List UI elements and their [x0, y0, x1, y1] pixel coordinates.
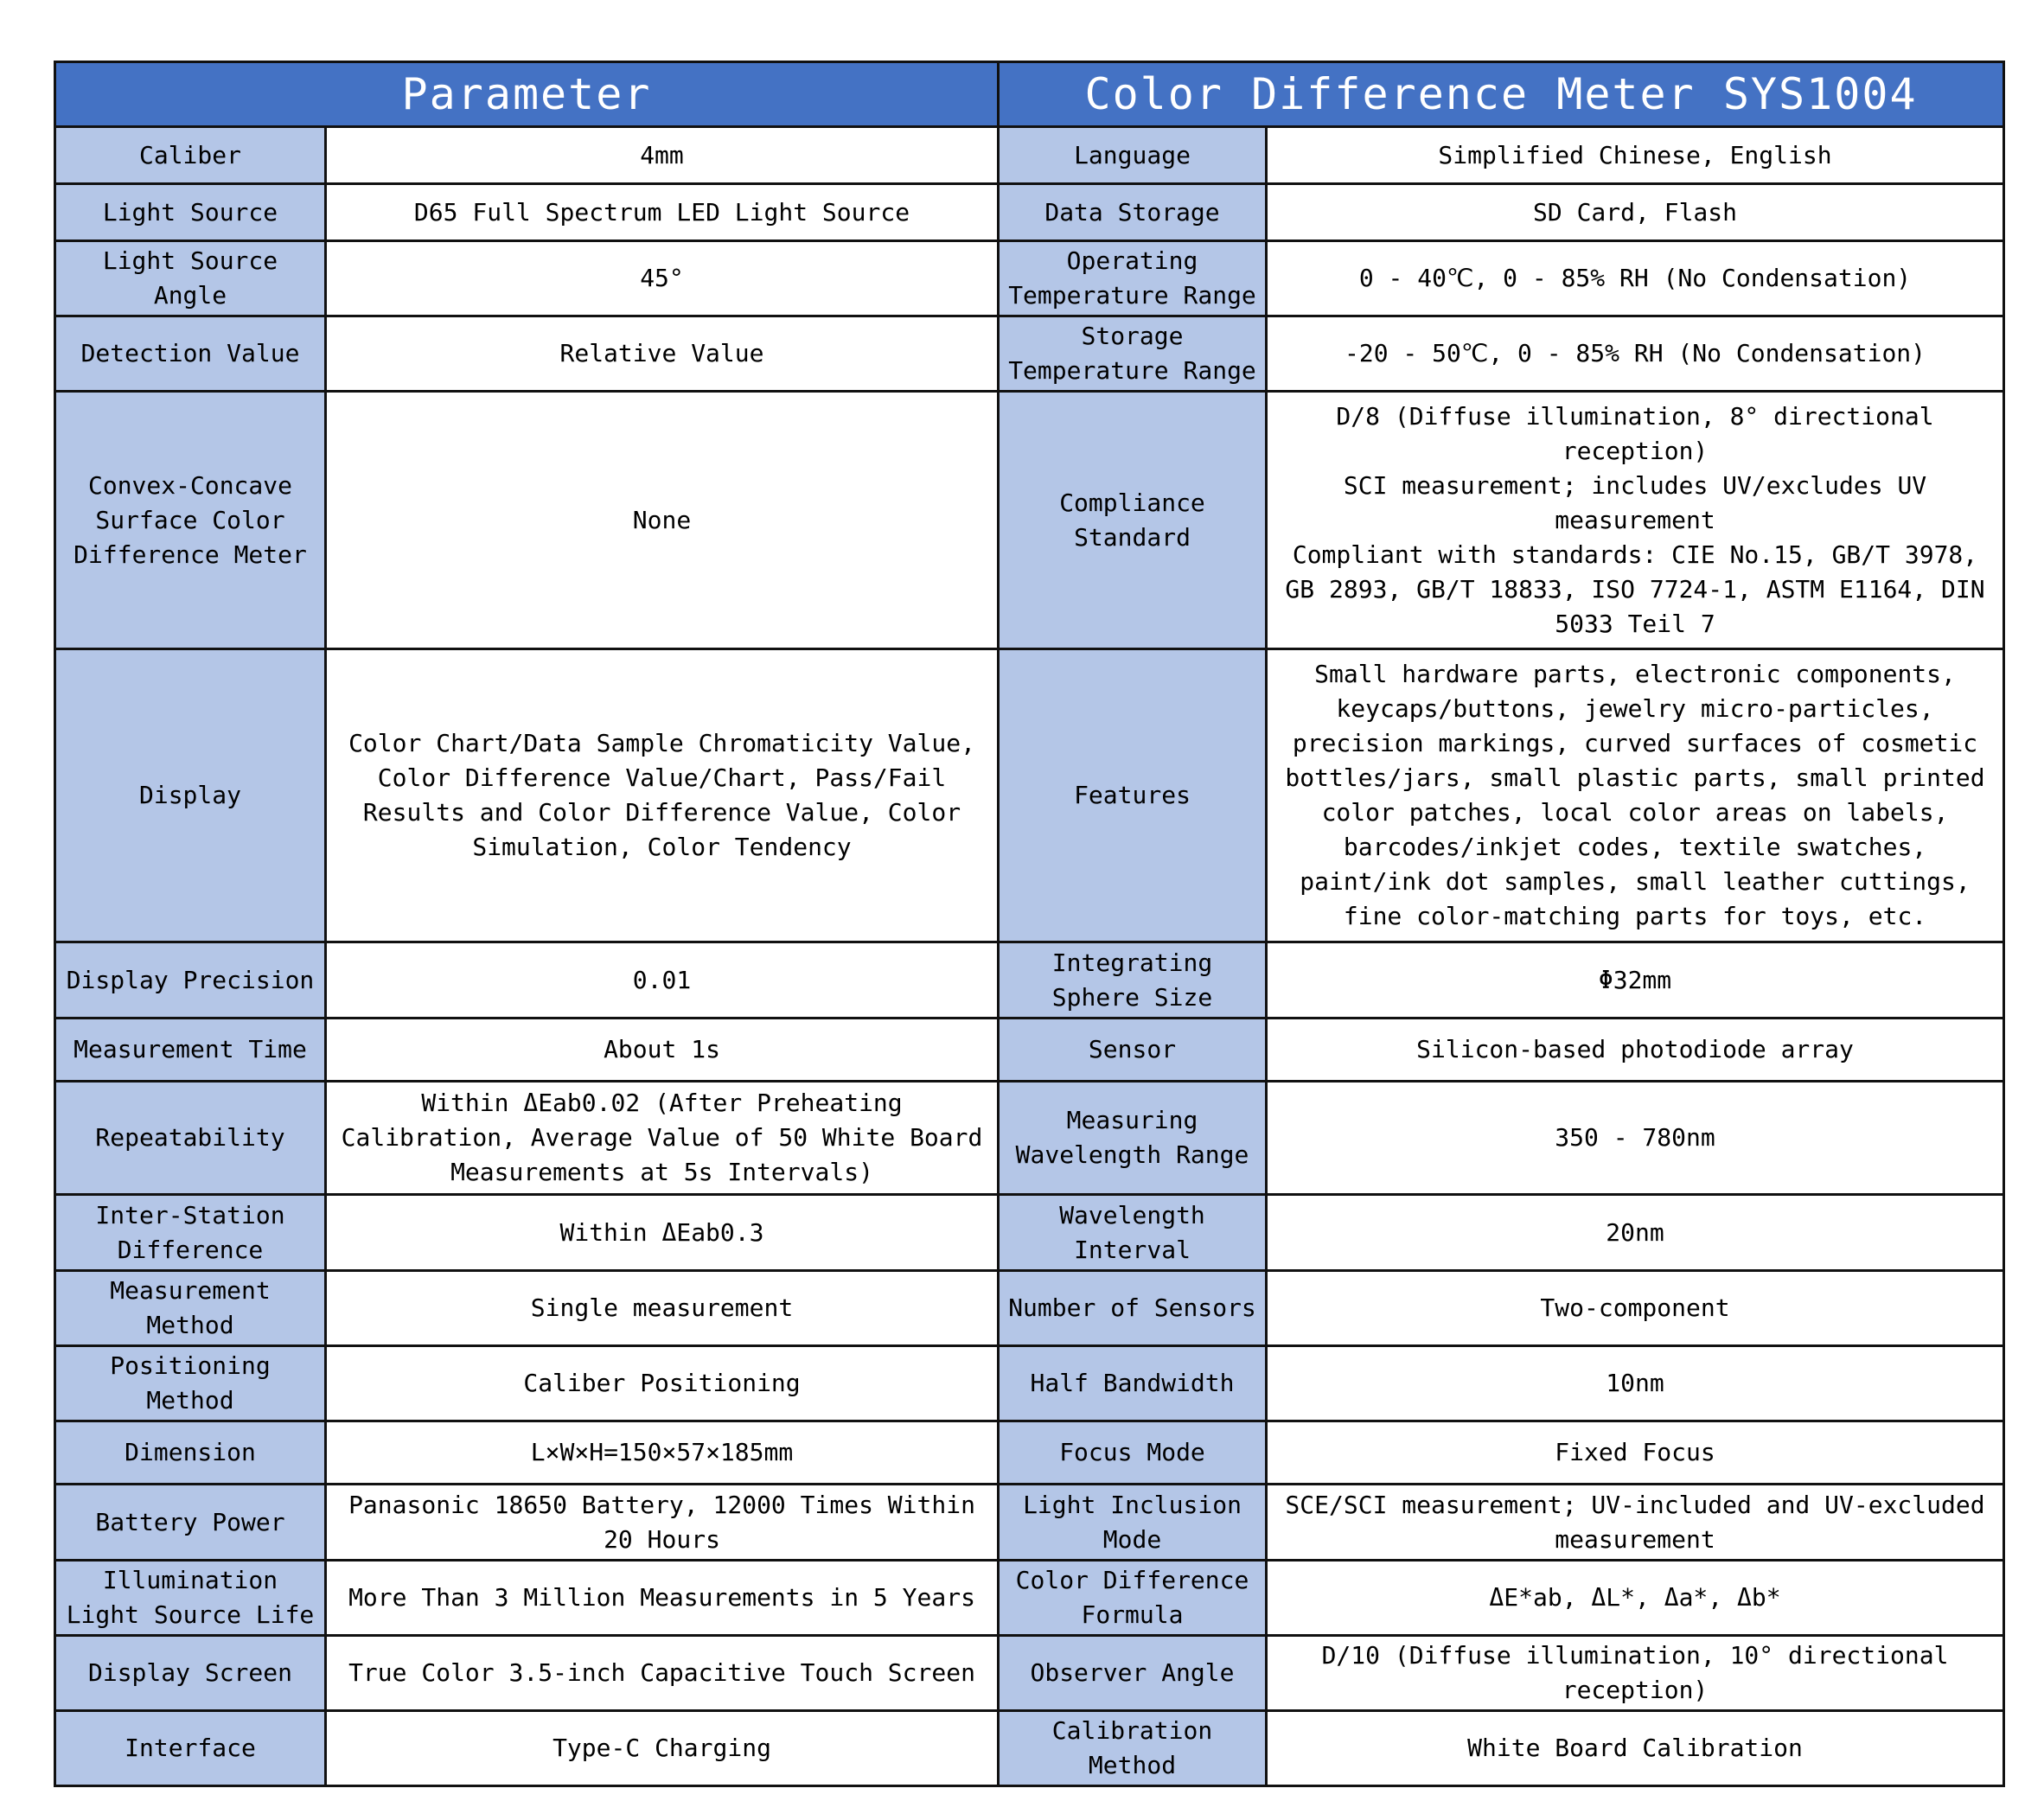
param-label: Integrating Sphere Size	[999, 942, 1267, 1019]
param-value: Relative Value	[326, 316, 999, 392]
table-row	[55, 316, 2004, 392]
param-label: Wavelength Interval	[999, 1195, 1267, 1271]
param-label: Light Source Angle	[55, 241, 326, 316]
table-row	[55, 1421, 2004, 1485]
param-label: Battery Power	[55, 1485, 326, 1561]
param-value: About 1s	[326, 1019, 999, 1082]
param-value: SD Card, Flash	[1267, 184, 2004, 241]
param-value: 0.01	[326, 942, 999, 1019]
param-label: Operating Temperature Range	[999, 241, 1267, 316]
table-row	[55, 1711, 2004, 1786]
param-label: Compliance Standard	[999, 392, 1267, 649]
table-row	[55, 1082, 2004, 1195]
param-value: Small hardware parts, electronic components, keycaps/buttons, jewelry micro-particles, precision markings, curved surfaces of cosmetic bottles/jars, small plastic parts, small printed color patches, local color areas on labels, barcodes/inkjet codes, textile swatches, paint/ink dot samples, small leather cuttings, fine color-matching parts for toys, etc.	[1267, 649, 2004, 942]
header-row	[55, 62, 2004, 127]
param-label: Observer Angle	[999, 1636, 1267, 1711]
param-value: Φ32mm	[1267, 942, 2004, 1019]
param-label: Focus Mode	[999, 1421, 1267, 1485]
param-label: Illumination Light Source Life	[55, 1561, 326, 1636]
param-label: Language	[999, 127, 1267, 184]
param-label: Calibration Method	[999, 1711, 1267, 1786]
param-value: D/10 (Diffuse illumination, 10° directional reception)	[1267, 1636, 2004, 1711]
param-value: 10nm	[1267, 1346, 2004, 1421]
param-value: 20nm	[1267, 1195, 2004, 1271]
table-row	[55, 1636, 2004, 1711]
header-parameter: Parameter	[55, 62, 999, 127]
param-value: Silicon-based photodiode array	[1267, 1019, 2004, 1082]
param-value: Panasonic 18650 Battery, 12000 Times Within 20 Hours	[326, 1485, 999, 1561]
param-label: Number of Sensors	[999, 1271, 1267, 1346]
table-row	[55, 1346, 2004, 1421]
table-row	[55, 942, 2004, 1019]
param-value: White Board Calibration	[1267, 1711, 2004, 1786]
param-value: D/8 (Diffuse illumination, 8° directional reception) SCI measurement; includes UV/excludes UV measurement Compliant with standards: CIE No.15, GB/T 3978, GB 2893, GB/T 18833, ISO 7724-1, ASTM E1164, DIN 5033 Teil 7	[1267, 392, 2004, 649]
table-row	[55, 184, 2004, 241]
param-label: Repeatability	[55, 1082, 326, 1195]
param-value: 45°	[326, 241, 999, 316]
param-label: Measurement Method	[55, 1271, 326, 1346]
table-row	[55, 392, 2004, 649]
param-value: True Color 3.5-inch Capacitive Touch Screen	[326, 1636, 999, 1711]
table-row	[55, 1561, 2004, 1636]
param-label: Measuring Wavelength Range	[999, 1082, 1267, 1195]
table-row	[55, 1271, 2004, 1346]
param-label: Color Difference Formula	[999, 1561, 1267, 1636]
param-value: Within ΔEab0.02 (After Preheating Calibration, Average Value of 50 White Board Measurements at 5s Intervals)	[326, 1082, 999, 1195]
param-label: Measurement Time	[55, 1019, 326, 1082]
param-label: Inter-Station Difference	[55, 1195, 326, 1271]
param-value: L×W×H=150×57×185mm	[326, 1421, 999, 1485]
param-value: None	[326, 392, 999, 649]
param-value: Single measurement	[326, 1271, 999, 1346]
param-label: Light Source	[55, 184, 326, 241]
table-row	[55, 1019, 2004, 1082]
param-value: Simplified Chinese, English	[1267, 127, 2004, 184]
param-label: Display Screen	[55, 1636, 326, 1711]
param-value: Fixed Focus	[1267, 1421, 2004, 1485]
param-label: Storage Temperature Range	[999, 316, 1267, 392]
param-label: Convex-Concave Surface Color Difference Meter	[55, 392, 326, 649]
param-value: D65 Full Spectrum LED Light Source	[326, 184, 999, 241]
table-row	[55, 127, 2004, 184]
param-label: Interface	[55, 1711, 326, 1786]
param-value: More Than 3 Million Measurements in 5 Years	[326, 1561, 999, 1636]
param-label: Data Storage	[999, 184, 1267, 241]
param-value: 4mm	[326, 127, 999, 184]
param-value: Two-component	[1267, 1271, 2004, 1346]
table-row	[55, 1485, 2004, 1561]
table-row	[55, 1195, 2004, 1271]
param-value: Within ΔEab0.3	[326, 1195, 999, 1271]
param-label: Display Precision	[55, 942, 326, 1019]
param-value: Color Chart/Data Sample Chromaticity Value, Color Difference Value/Chart, Pass/Fail Results and Color Difference Value, Color Simulation, Color Tendency	[326, 649, 999, 942]
spec-table	[54, 61, 2005, 1787]
table-row	[55, 649, 2004, 942]
param-value: -20 - 50℃, 0 - 85% RH (No Condensation)	[1267, 316, 2004, 392]
table-row	[55, 241, 2004, 316]
param-value: 0 - 40℃, 0 - 85% RH (No Condensation)	[1267, 241, 2004, 316]
param-value: 350 - 780nm	[1267, 1082, 2004, 1195]
param-label: Features	[999, 649, 1267, 942]
header-product: Color Difference Meter SYS1004	[999, 62, 2004, 127]
param-label: Light Inclusion Mode	[999, 1485, 1267, 1561]
param-label: Half Bandwidth	[999, 1346, 1267, 1421]
param-label: Detection Value	[55, 316, 326, 392]
param-value: Type-C Charging	[326, 1711, 999, 1786]
param-label: Display	[55, 649, 326, 942]
param-value: Caliber Positioning	[326, 1346, 999, 1421]
param-value: ΔE*ab, ΔL*, Δa*, Δb*	[1267, 1561, 2004, 1636]
param-label: Caliber	[55, 127, 326, 184]
param-label: Sensor	[999, 1019, 1267, 1082]
param-label: Positioning Method	[55, 1346, 326, 1421]
param-label: Dimension	[55, 1421, 326, 1485]
param-value: SCE/SCI measurement; UV-included and UV-excluded measurement	[1267, 1485, 2004, 1561]
